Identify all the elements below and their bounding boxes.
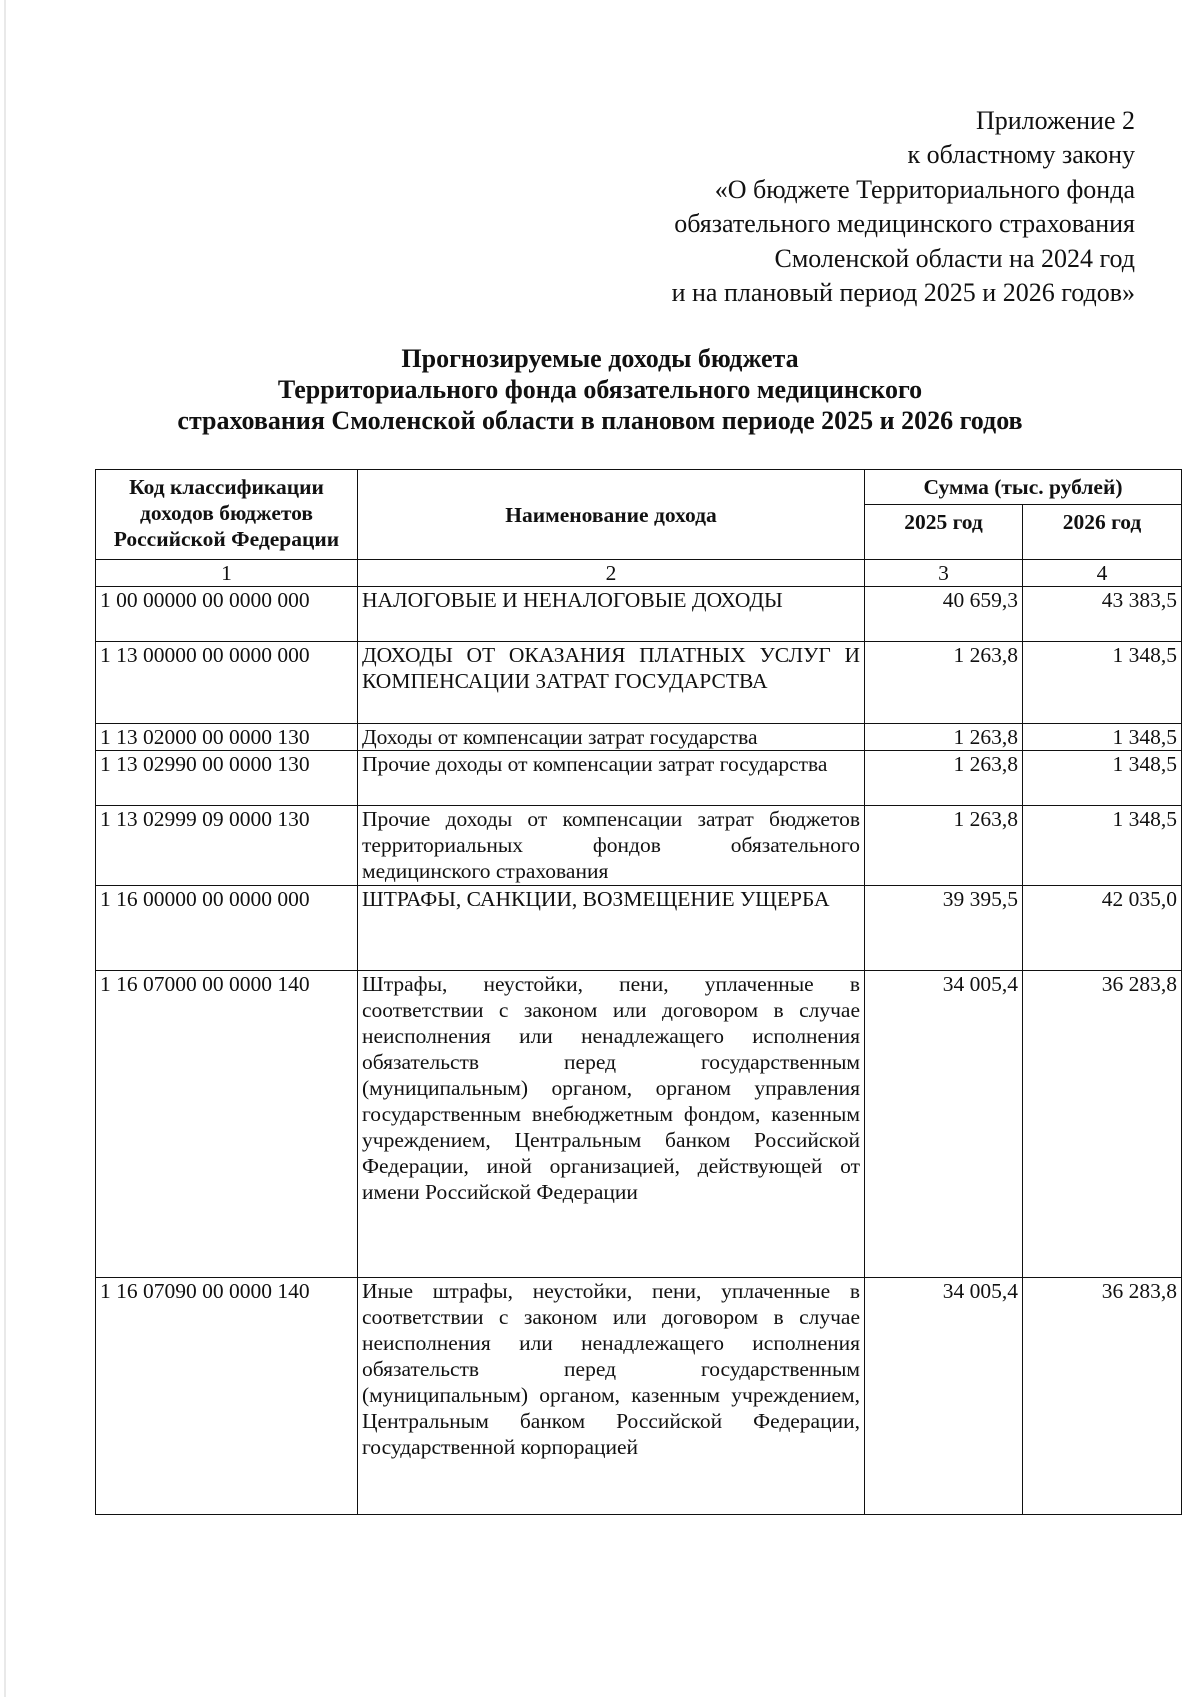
row-amount-2026: 36 283,8 [1023, 971, 1182, 1278]
row-amount-2026: 42 035,0 [1023, 886, 1182, 971]
row-amount-2025: 39 395,5 [865, 886, 1023, 971]
row-code: 1 16 07000 00 0000 140 [96, 971, 358, 1278]
column-number: 2 [358, 560, 865, 587]
row-code: 1 13 02000 00 0000 130 [96, 724, 358, 751]
row-code: 1 16 00000 00 0000 000 [96, 886, 358, 971]
header-2026: 2026 год [1023, 505, 1182, 560]
income-table [95, 469, 1182, 1515]
table-row [96, 642, 1182, 724]
table-row [96, 971, 1182, 1278]
row-name: ШТРАФЫ, САНКЦИИ, ВОЗМЕЩЕНИЕ УЩЕРБА [358, 886, 865, 971]
title-line: страхования Смоленской области в плановом периоде 2025 и 2026 годов [177, 406, 1023, 435]
appendix-line: к областному закону [907, 140, 1135, 170]
row-amount-2025: 1 263,8 [865, 806, 1023, 886]
table-row [96, 751, 1182, 806]
appendix-line: Смоленской области на 2024 год [774, 243, 1135, 273]
row-amount-2026: 1 348,5 [1023, 642, 1182, 724]
header-2025: 2025 год [865, 505, 1023, 560]
row-amount-2025: 1 263,8 [865, 724, 1023, 751]
row-code: 1 13 02999 09 0000 130 [96, 806, 358, 886]
appendix-block [672, 104, 1135, 310]
row-amount-2025: 1 263,8 [865, 642, 1023, 724]
table-row [96, 806, 1182, 886]
row-code: 1 00 00000 00 0000 000 [96, 587, 358, 642]
row-amount-2026: 1 348,5 [1023, 751, 1182, 806]
header-code: Код классификации доходов бюджетов Российской Федерации [96, 470, 358, 560]
row-amount-2025: 40 659,3 [865, 587, 1023, 642]
row-code: 1 13 02990 00 0000 130 [96, 751, 358, 806]
header-sum: Сумма (тыс. рублей) [865, 470, 1182, 505]
column-number: 4 [1023, 560, 1182, 587]
row-name: Прочие доходы от компенсации затрат бюджетов территориальных фондов обязательного медицинского страхования [358, 806, 865, 886]
scan-edge [4, 0, 6, 1697]
row-code: 1 13 00000 00 0000 000 [96, 642, 358, 724]
appendix-line: Приложение 2 [975, 106, 1135, 135]
row-amount-2026: 43 383,5 [1023, 587, 1182, 642]
appendix-line: «О бюджете Территориального фонда [714, 174, 1135, 204]
row-name: Иные штрафы, неустойки, пени, уплаченные в соответствии с законом или договором в случае неисполнения или ненадлежащего исполнения обязательств перед государственным (муниципальным) органом, казенным учреждением, Центральным банком Российской Федерации, государственной корпорацией [358, 1278, 865, 1515]
table-row [96, 587, 1182, 642]
row-amount-2025: 1 263,8 [865, 751, 1023, 806]
row-amount-2025: 34 005,4 [865, 971, 1023, 1278]
title-line: Территориального фонда обязательного медицинского [277, 375, 923, 404]
document-title [120, 343, 1080, 436]
row-name: Доходы от компенсации затрат государства [358, 724, 865, 751]
row-amount-2026: 36 283,8 [1023, 1278, 1182, 1515]
row-code: 1 16 07090 00 0000 140 [96, 1278, 358, 1515]
appendix-line: и на плановый период 2025 и 2026 годов» [671, 278, 1135, 308]
column-number: 3 [865, 560, 1023, 587]
row-amount-2025: 34 005,4 [865, 1278, 1023, 1515]
row-name: ДОХОДЫ ОТ ОКАЗАНИЯ ПЛАТНЫХ УСЛУГ И КОМПЕНСАЦИИ ЗАТРАТ ГОСУДАРСТВА [358, 642, 865, 724]
row-name: Штрафы, неустойки, пени, уплаченные в соответствии с законом или договором в случае неисполнения или ненадлежащего исполнения обязательств перед государственным (муниципальным) органом, органом управления государственным внебюджетным фондом, казенным учреждением, Центральным банком Российской Федерации, иной организацией, действующей от имени Российской Федерации [358, 971, 865, 1278]
row-amount-2026: 1 348,5 [1023, 724, 1182, 751]
row-amount-2026: 1 348,5 [1023, 806, 1182, 886]
column-number: 1 [96, 560, 358, 587]
table-row [96, 724, 1182, 751]
appendix-line: обязательного медицинского страхования [674, 209, 1135, 239]
header-name: Наименование дохода [358, 470, 865, 560]
row-name: НАЛОГОВЫЕ И НЕНАЛОГОВЫЕ ДОХОДЫ [358, 587, 865, 642]
row-name: Прочие доходы от компенсации затрат государства [358, 751, 865, 806]
title-line: Прогнозируемые доходы бюджета [401, 344, 799, 373]
table-row [96, 886, 1182, 971]
table-row [96, 1278, 1182, 1515]
